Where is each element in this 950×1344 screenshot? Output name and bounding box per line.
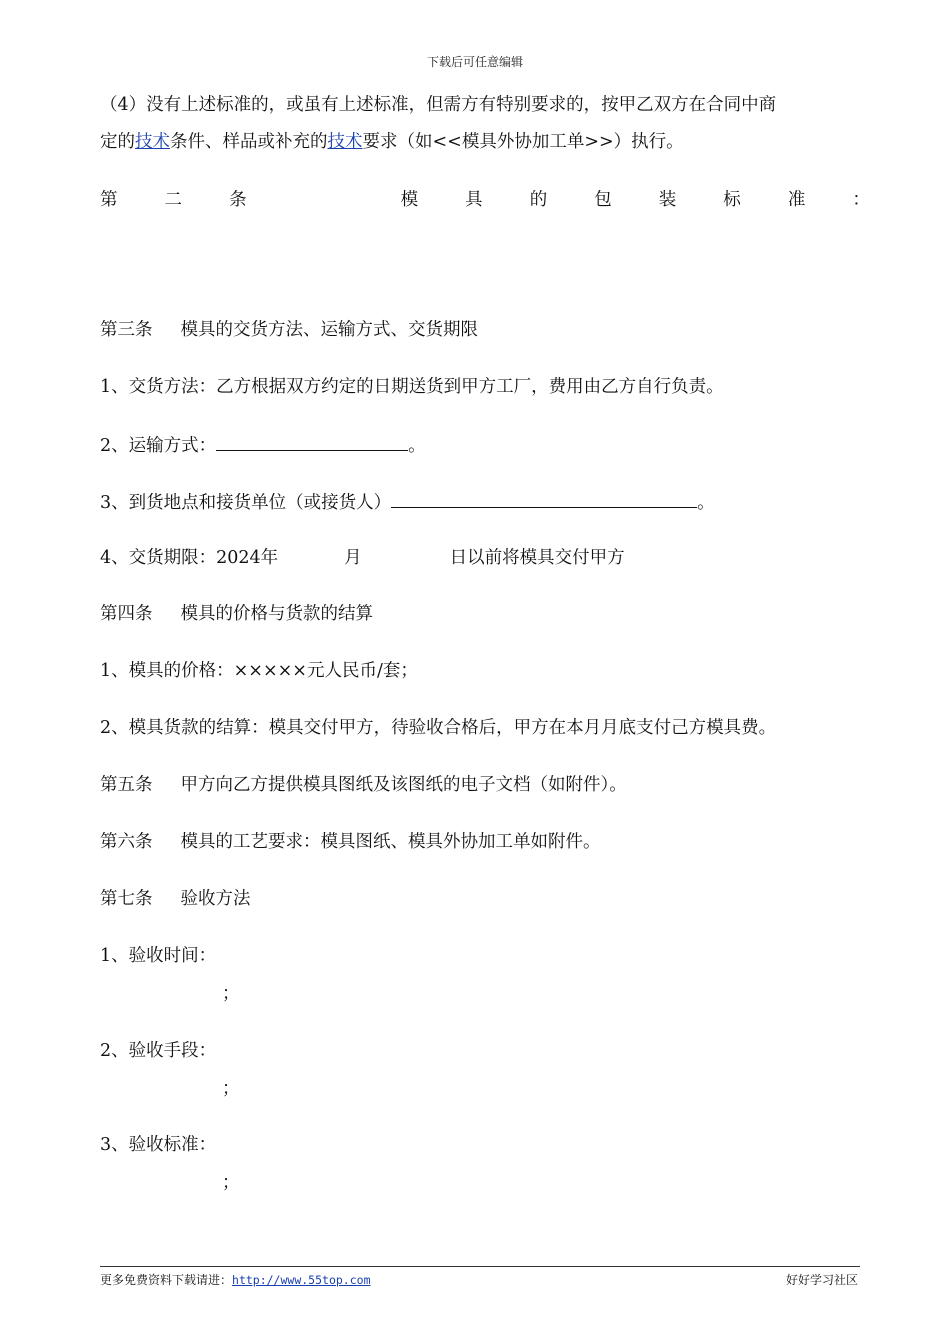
art3-item-4-month: 月 [344, 548, 362, 568]
page-header: 下载后可任意编辑 [426, 55, 523, 69]
art3-item-4 [100, 548, 625, 568]
transport-blank[interactable] [216, 434, 408, 451]
art2-char: 的 [529, 190, 548, 210]
tech-link-1[interactable]: 技术 [135, 132, 170, 152]
footer-right: 好好学习社区 [785, 1273, 858, 1287]
art2-char: 包 [594, 190, 612, 210]
article-6 [100, 832, 601, 852]
delivery-place-blank[interactable] [391, 491, 697, 508]
article-3-number: 第三条 [100, 320, 153, 340]
art3-item-2-end: 。 [408, 436, 426, 456]
article-7-number: 第七条 [100, 889, 153, 909]
art7-item-1-semicolon: ； [222, 984, 240, 1004]
art2-char: 装 [658, 190, 677, 210]
art7-item-2: 2、验收手段： [100, 1041, 217, 1061]
article-7-title [100, 889, 251, 909]
art2-char: ： [852, 190, 870, 210]
article-5-text: 甲方向乙方提供模具图纸及该图纸的电子文档（如附件）。 [180, 775, 627, 795]
art2-char: 条 [229, 190, 247, 210]
art3-item-3-end: 。 [697, 493, 715, 513]
art2-gap [294, 190, 354, 210]
footer-left [100, 1271, 371, 1288]
footer-link[interactable]: http://www.55top.com [232, 1273, 371, 1287]
article-4-text: 模具的价格与货款的结算 [180, 604, 373, 624]
art3-item-2-label: 2、运输方式： [100, 436, 217, 456]
article-3-title [100, 320, 478, 340]
art7-item-3: 3、验收标准： [100, 1135, 217, 1155]
art4-item-2: 2、模具货款的结算：模具交付甲方，待验收合格后，甲方在本月月底支付己方模具费。 [100, 718, 777, 738]
para-4-text-a: 定的 [100, 132, 135, 152]
article-5-number: 第五条 [100, 775, 153, 795]
article-6-number: 第六条 [100, 832, 153, 852]
art3-item-1: 1、交货方法：乙方根据双方约定的日期送货到甲方工厂，费用由乙方自行负责。 [100, 377, 724, 397]
art3-item-3 [100, 491, 715, 513]
para-4-text-b: 条件、样品或补充的 [170, 132, 328, 152]
para-4-line-1: （4）没有上述标准的，或虽有上述标准，但需方有特别要求的，按甲乙双方在合同中商 [100, 95, 777, 115]
art3-item-4-end: 日以前将模具交付甲方 [449, 548, 625, 568]
art2-char: 准 [787, 190, 806, 210]
para-4-text-c: 要求（如<<模具外协加工单>>）执行。 [362, 132, 684, 152]
art3-item-2 [100, 434, 426, 456]
article-3-text: 模具的交货方法、运输方式、交货期限 [180, 320, 478, 340]
footer-left-text: 更多免费资料下载请进： [100, 1273, 233, 1287]
art2-char: 标 [723, 190, 741, 210]
article-2-heading [100, 190, 870, 210]
para-4-line-2 [100, 132, 684, 152]
art7-item-1: 1、验收时间： [100, 946, 217, 966]
article-5 [100, 775, 627, 795]
art3-item-3-label: 3、到货地点和接货单位（或接货人） [100, 493, 392, 513]
art3-item-4-label: 4、交货期限：2024年 [100, 548, 279, 568]
art7-item-3-semicolon: ； [222, 1173, 240, 1193]
art2-char: 模 [400, 190, 419, 210]
art2-char: 第 [100, 190, 118, 210]
art4-item-1: 1、模具的价格：×××××元人民币/套； [100, 661, 418, 681]
article-4-number: 第四条 [100, 604, 153, 624]
art2-char: 具 [465, 190, 483, 210]
article-7-text: 验收方法 [180, 889, 251, 909]
tech-link-2[interactable]: 技术 [327, 132, 363, 152]
art2-char: 二 [164, 190, 183, 210]
footer-divider [100, 1266, 860, 1267]
art7-item-2-semicolon: ； [222, 1079, 240, 1099]
article-6-text: 模具的工艺要求：模具图纸、模具外协加工单如附件。 [180, 832, 601, 852]
article-4-title [100, 604, 373, 624]
